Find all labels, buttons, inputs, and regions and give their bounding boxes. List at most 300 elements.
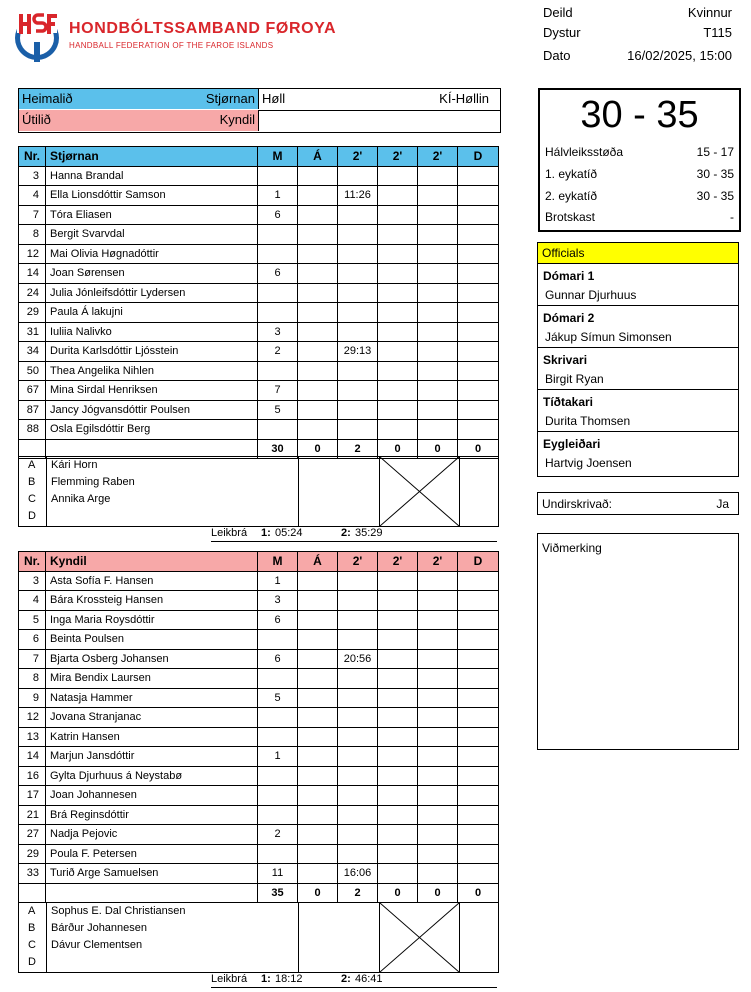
player-number: 29 [19,844,46,864]
disqualification-cell [458,649,499,669]
disqualification-cell [458,264,499,284]
warning-cell [298,400,338,420]
goals-cell [258,420,298,440]
away-staff-box [18,902,499,973]
player-number: 4 [19,591,46,611]
official-person: Birgit Ryan [545,372,604,386]
remarks-label: Viðmerking [542,541,602,555]
player-row [19,708,499,728]
home-header-row [19,147,499,167]
timeout-1-label: 1: [261,527,271,539]
suspension-3-cell [418,186,458,206]
suspension-2-cell [378,264,418,284]
disqualification-cell [458,844,499,864]
disqualification-cell [458,825,499,845]
suspension-1-cell [338,747,378,767]
home-roster-table [18,146,499,459]
suspension-2-cell [378,727,418,747]
suspension-2-cell [378,747,418,767]
score-row-label: Hálvleiksstøða [545,145,624,159]
suspension-2-cell [378,591,418,611]
total-d: 0 [458,883,499,903]
player-name: Marjun Jansdóttir [46,747,258,767]
warning-cell [298,610,338,630]
suspension-2-cell [378,669,418,689]
suspension-1-cell [338,283,378,303]
score-row-label: 1. eykatíð [545,167,598,181]
disqualification-cell [458,786,499,806]
disqualification-cell [458,186,499,206]
suspension-3-cell [418,166,458,186]
goals-cell [258,630,298,650]
timeout-1-value: 18:12 [275,973,303,985]
disqualification-cell [458,571,499,591]
goals-cell [258,166,298,186]
final-score: 30 - 35 [580,94,699,136]
warning-cell [298,727,338,747]
official-role: Eygleiðari [543,437,601,451]
goals-cell [258,844,298,864]
player-name: Beinta Poulsen [46,630,258,650]
player-number: 29 [19,303,46,323]
player-row [19,361,499,381]
score-row-halftime [545,145,734,159]
col-2min-3-header: 2' [418,552,458,572]
disqualification-cell [458,805,499,825]
player-name: Mira Bendix Laursen [46,669,258,689]
player-number: 7 [19,649,46,669]
player-row [19,571,499,591]
player-number: 31 [19,322,46,342]
goals-cell: 2 [258,825,298,845]
player-row [19,727,499,747]
suspension-1-cell [338,381,378,401]
player-row [19,381,499,401]
disqualification-cell [458,322,499,342]
suspension-3-cell [418,688,458,708]
player-number: 5 [19,610,46,630]
suspension-2-cell [378,688,418,708]
warning-cell [298,766,338,786]
total-d: 0 [458,439,499,459]
player-name: Gylta Djurhuus á Neystabø [46,766,258,786]
player-row [19,844,499,864]
staff-name: Annika Arge [51,493,111,505]
player-name: Bergit Svarvdal [46,225,258,245]
suspension-2-cell [378,361,418,381]
disqualification-cell [458,864,499,884]
suspension-3-cell [418,571,458,591]
warning-cell [298,205,338,225]
player-name: Nadja Pejovic [46,825,258,845]
disqualification-cell [458,244,499,264]
totals-blank [46,883,258,903]
player-name: Joan Sørensen [46,264,258,284]
disqualification-cell [458,166,499,186]
suspension-2-cell [378,864,418,884]
timeout-label: Leikbrá [211,973,248,985]
player-row [19,322,499,342]
suspension-2-cell [378,166,418,186]
player-row [19,283,499,303]
federation-logo [10,8,64,62]
player-number: 9 [19,688,46,708]
suspension-3-cell [418,322,458,342]
suspension-3-cell [418,400,458,420]
signature-value: Ja [716,497,729,511]
player-name: Julia Jónleifsdóttir Lydersen [46,283,258,303]
suspension-3-cell [418,361,458,381]
suspension-1-cell: 29:13 [338,342,378,362]
suspension-2-cell [378,400,418,420]
suspension-1-cell [338,766,378,786]
disqualification-cell [458,361,499,381]
timeout-label: Leikbrá [211,527,248,539]
venue-cell [259,89,499,109]
score-row-label: Brotskast [545,210,596,224]
timeout-2-label: 2: [341,527,351,539]
timeout-1-value: 05:24 [275,527,303,539]
col-nr-header: Nr. [19,552,46,572]
goals-cell: 3 [258,322,298,342]
goals-cell: 1 [258,186,298,206]
suspension-2-cell [378,766,418,786]
disqualification-cell [458,400,499,420]
total-a: 0 [298,439,338,459]
official-cell [538,390,738,432]
staff-name: Dávur Clementsen [51,939,143,951]
suspension-1-cell [338,630,378,650]
warning-cell [298,381,338,401]
score-row-extra1 [545,167,734,181]
suspension-3-cell [418,342,458,362]
suspension-3-cell [418,864,458,884]
suspension-1-cell [338,244,378,264]
totals-blank [19,883,46,903]
score-row-value: 30 - 35 [696,167,734,181]
player-row [19,342,499,362]
col-nr-header: Nr. [19,147,46,167]
official-role: Dómari 2 [543,311,595,325]
player-number: 27 [19,825,46,845]
staff-letter: D [28,956,36,968]
disqualification-cell [458,669,499,689]
disqualification-cell [458,727,499,747]
col-a-header: Á [298,552,338,572]
player-number: 16 [19,766,46,786]
total-s1: 2 [338,883,378,903]
away-roster-table [18,551,499,903]
suspension-3-cell [418,244,458,264]
suspension-1-cell [338,610,378,630]
warning-cell [298,825,338,845]
player-name: Mai Olivia Høgnadóttir [46,244,258,264]
goals-cell: 1 [258,747,298,767]
warning-cell [298,225,338,245]
official-person: Gunnar Djurhuus [545,288,637,302]
goals-cell [258,303,298,323]
goals-cell [258,727,298,747]
suspension-1-cell [338,264,378,284]
timeout-1-label: 1: [261,973,271,985]
score-row-value: 15 - 17 [696,145,734,159]
player-row [19,244,499,264]
suspension-1-cell [338,420,378,440]
player-number: 14 [19,747,46,767]
home-timeouts [211,527,497,542]
suspension-2-cell [378,786,418,806]
player-number: 4 [19,186,46,206]
warning-cell [298,420,338,440]
disqualification-cell [458,303,499,323]
suspension-3-cell [418,669,458,689]
warning-cell [298,864,338,884]
goals-cell [258,786,298,806]
player-name: Paula Á lakujni [46,303,258,323]
total-s3: 0 [418,883,458,903]
suspension-2-cell [378,283,418,303]
goals-cell [258,708,298,728]
goals-cell [258,225,298,245]
suspension-1-cell [338,571,378,591]
player-name: Jancy Jógvansdóttir Poulsen [46,400,258,420]
suspension-2-cell [378,244,418,264]
official-cell [538,432,738,473]
cross-mark-icon [380,457,459,526]
goals-cell [258,766,298,786]
suspension-1-cell [338,591,378,611]
suspension-2-cell [378,805,418,825]
goals-cell: 6 [258,205,298,225]
suspension-1-cell [338,844,378,864]
suspension-2-cell [378,630,418,650]
away-header-row [19,552,499,572]
logo-emblem-icon [10,8,64,62]
disqualification-cell [458,766,499,786]
disqualification-cell [458,610,499,630]
divider [298,457,299,526]
warning-cell [298,244,338,264]
player-number: 3 [19,166,46,186]
suspension-3-cell [418,610,458,630]
player-name: Inga Maria Roysdóttir [46,610,258,630]
staff-name: Kári Horn [51,459,98,471]
player-row [19,630,499,650]
goals-cell: 5 [258,400,298,420]
suspension-3-cell [418,825,458,845]
player-row [19,303,499,323]
player-name: Jovana Stranjanac [46,708,258,728]
crossed-box [379,457,460,526]
player-number: 7 [19,205,46,225]
goals-cell: 5 [258,688,298,708]
timeout-2-label: 2: [341,973,351,985]
player-name: Brá Reginsdóttir [46,805,258,825]
official-person: Hartvig Joensen [545,456,632,470]
suspension-1-cell [338,361,378,381]
warning-cell [298,649,338,669]
warning-cell [298,264,338,284]
player-name: Hanna Brandal [46,166,258,186]
player-name: Bjarta Osberg Johansen [46,649,258,669]
away-label: Útilið [22,112,51,127]
col-2min-1-header: 2' [338,147,378,167]
warning-cell [298,786,338,806]
player-name: Iuliia Nalivko [46,322,258,342]
suspension-2-cell [378,342,418,362]
score-row-value: - [730,210,734,224]
player-number: 24 [19,283,46,303]
disqualification-cell [458,342,499,362]
goals-cell [258,361,298,381]
staff-name [51,954,186,971]
player-number: 87 [19,400,46,420]
player-name: Katrin Hansen [46,727,258,747]
suspension-1-cell [338,669,378,689]
suspension-2-cell [378,610,418,630]
suspension-1-cell [338,688,378,708]
col-a-header: Á [298,147,338,167]
disqualification-cell [458,708,499,728]
suspension-3-cell [418,205,458,225]
player-row [19,825,499,845]
goals-cell: 2 [258,342,298,362]
disqualification-cell [458,688,499,708]
home-staff-box [18,456,499,527]
dystur-value: T115 [703,25,732,40]
col-d-header: D [458,552,499,572]
total-a: 0 [298,883,338,903]
disqualification-cell [458,630,499,650]
player-row [19,649,499,669]
away-label-cell [19,110,259,131]
suspension-2-cell [378,571,418,591]
goals-cell: 3 [258,591,298,611]
player-row [19,864,499,884]
federation-subtitle: HANDBALL FEDERATION OF THE FAROE ISLANDS [69,41,274,50]
warning-cell [298,283,338,303]
cross-mark-icon [380,903,459,972]
total-s1: 2 [338,439,378,459]
suspension-2-cell [378,420,418,440]
disqualification-cell [458,225,499,245]
suspension-3-cell [418,805,458,825]
suspension-1-cell [338,322,378,342]
disqualification-cell [458,205,499,225]
warning-cell [298,805,338,825]
player-name: Tóra Eliasen [46,205,258,225]
col-2min-1-header: 2' [338,552,378,572]
score-row-penalties [545,210,734,224]
suspension-2-cell [378,708,418,728]
staff-letter: B [28,476,36,488]
staff-name [51,508,135,525]
suspension-3-cell [418,381,458,401]
officials-box [537,242,739,477]
player-number: 17 [19,786,46,806]
player-row [19,786,499,806]
player-number: 21 [19,805,46,825]
total-s3: 0 [418,439,458,459]
suspension-1-cell: 11:26 [338,186,378,206]
home-label-cell [19,89,259,109]
player-number: 12 [19,244,46,264]
col-m-header: M [258,552,298,572]
player-row [19,747,499,767]
goals-cell: 11 [258,864,298,884]
player-name: Poula F. Petersen [46,844,258,864]
suspension-1-cell [338,708,378,728]
away-team-header: Kyndil [46,552,258,572]
suspension-1-cell [338,825,378,845]
suspension-1-cell [338,166,378,186]
disqualification-cell [458,381,499,401]
official-role: Skrivari [543,353,588,367]
staff-letter: B [28,922,36,934]
staff-letter: A [28,905,36,917]
dato-label: Dato [543,48,571,63]
player-name: Turið Arge Samuelsen [46,864,258,884]
warning-cell [298,166,338,186]
divider [298,903,299,972]
player-name: Durita Karlsdóttir Ljósstein [46,342,258,362]
suspension-3-cell [418,786,458,806]
suspension-3-cell [418,727,458,747]
player-number: 12 [19,708,46,728]
suspension-2-cell [378,225,418,245]
score-box [538,88,741,232]
suspension-3-cell [418,591,458,611]
player-number: 8 [19,669,46,689]
player-name: Thea Angelika Nihlen [46,361,258,381]
total-m: 30 [258,439,298,459]
player-number: 50 [19,361,46,381]
goals-cell: 6 [258,264,298,284]
official-person: Jákup Símun Simonsen [545,330,672,344]
suspension-3-cell [418,420,458,440]
warning-cell [298,688,338,708]
officials-title: Officials [542,246,585,260]
suspension-2-cell [378,205,418,225]
score-row-value: 30 - 35 [696,189,734,203]
player-name: Natasja Hammer [46,688,258,708]
disqualification-cell [458,747,499,767]
suspension-1-cell [338,205,378,225]
warning-cell [298,591,338,611]
crossed-box [379,903,460,972]
venue-name: KÍ-Høllin [439,91,489,106]
away-venue-cell [259,110,499,130]
warning-cell [298,361,338,381]
signature-label: Undirskrivað: [542,497,613,511]
player-number: 3 [19,571,46,591]
total-s2: 0 [378,883,418,903]
goals-cell: 6 [258,649,298,669]
goals-cell [258,669,298,689]
player-row [19,805,499,825]
suspension-1-cell [338,225,378,245]
remarks-box [537,533,739,750]
total-s2: 0 [378,439,418,459]
warning-cell [298,186,338,206]
federation-name: HONDBÓLTSSAMBAND FØROYA [69,20,337,37]
staff-letter: C [28,493,36,505]
warning-cell [298,571,338,591]
player-row [19,688,499,708]
suspension-2-cell [378,825,418,845]
player-row [19,420,499,440]
player-name: Mina Sirdal Henriksen [46,381,258,401]
